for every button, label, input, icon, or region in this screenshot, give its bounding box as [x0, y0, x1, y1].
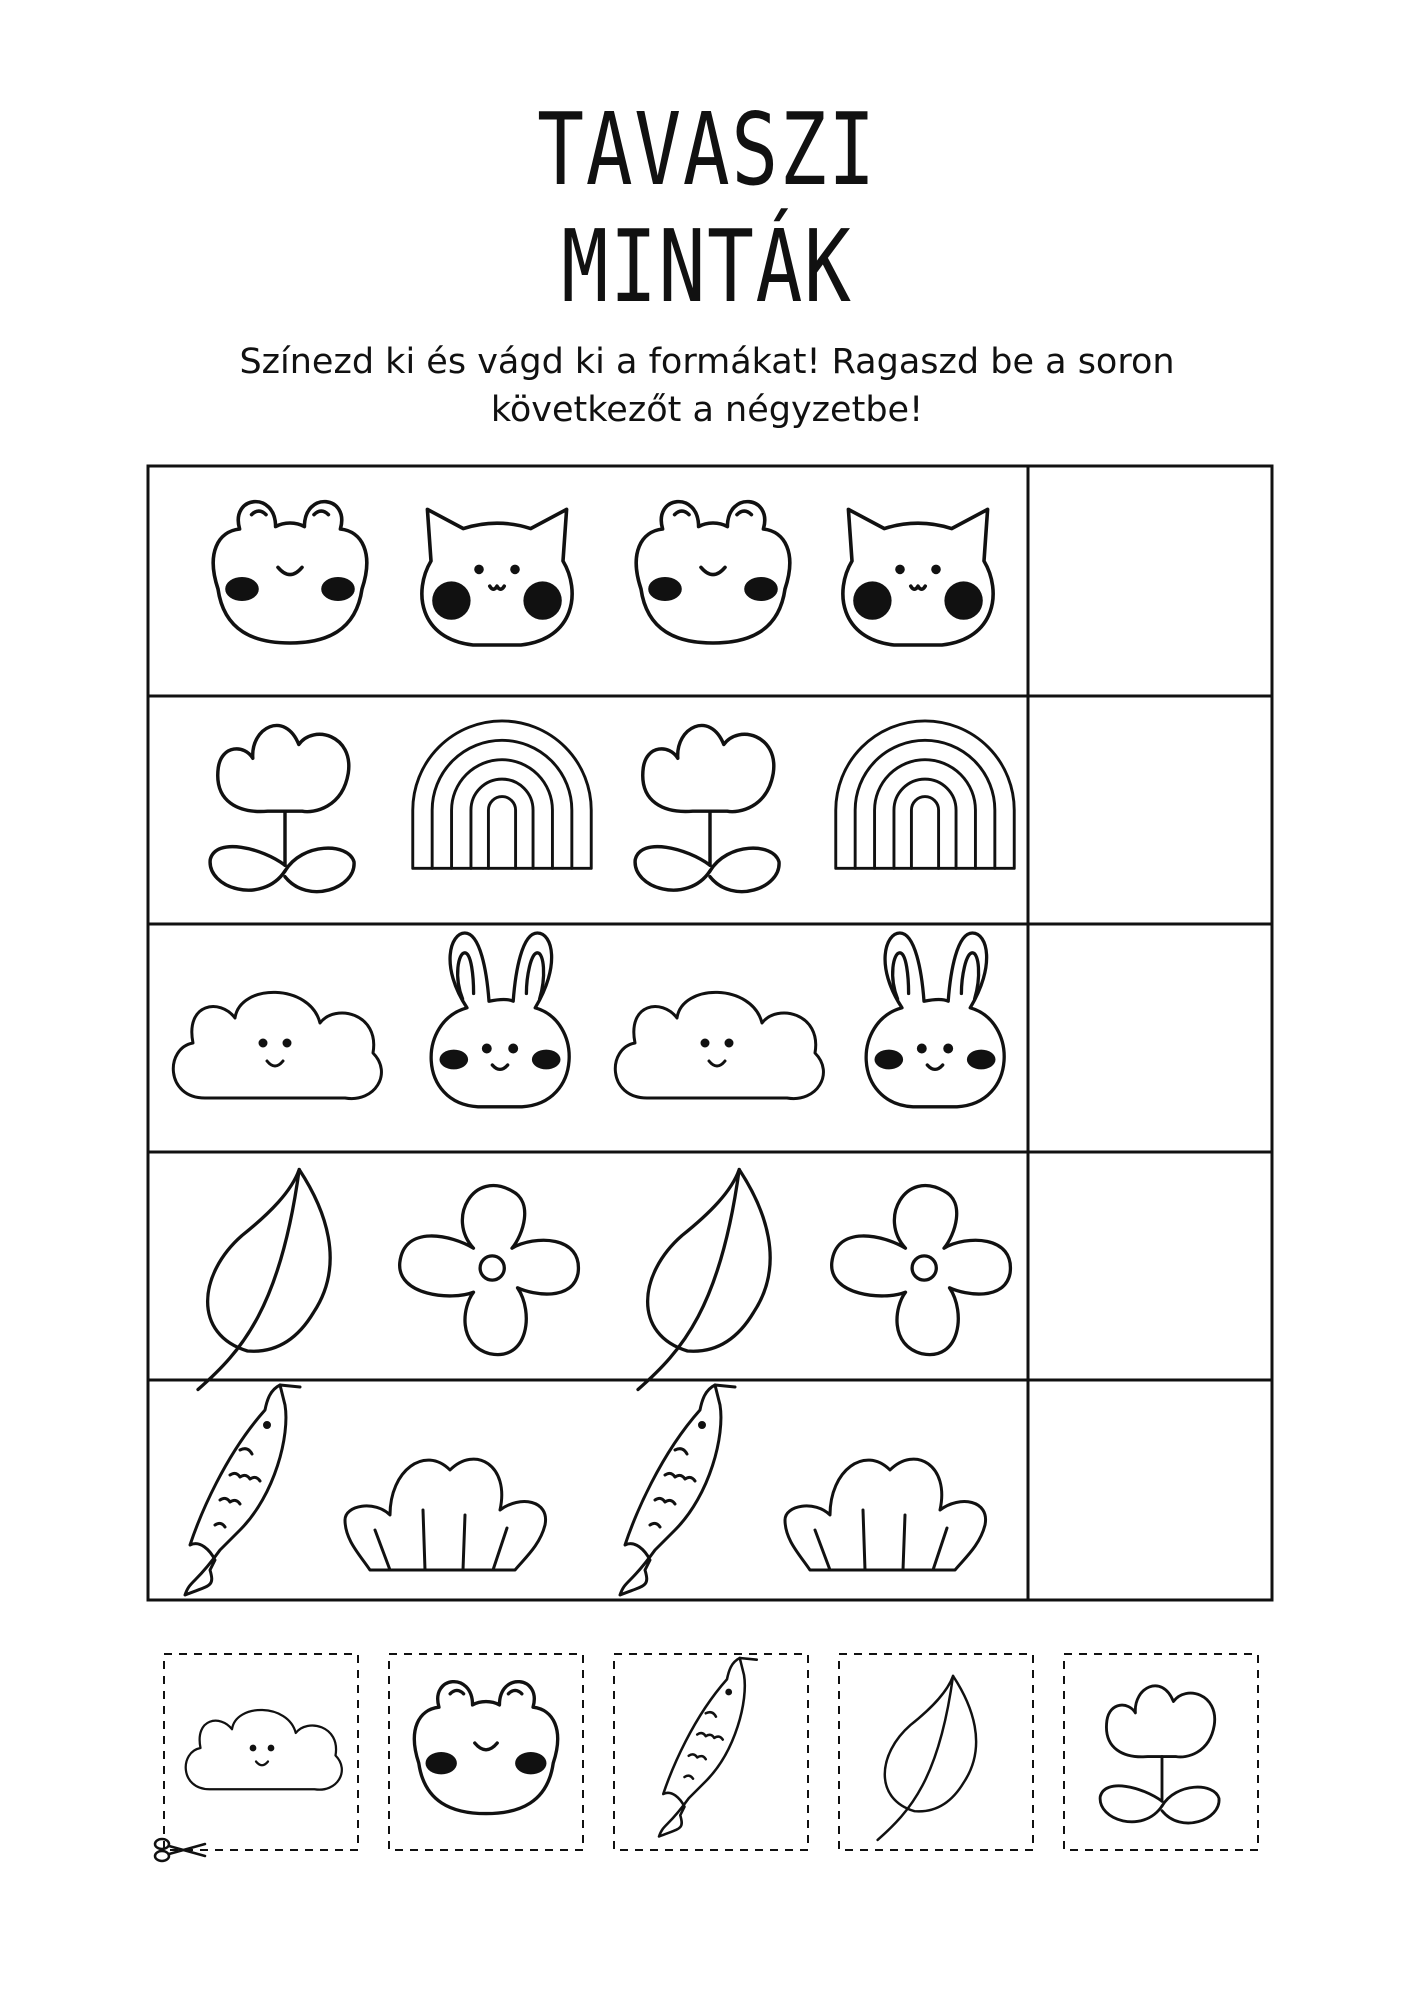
bunny-icon: [431, 933, 569, 1107]
scissors-icon: [155, 1839, 205, 1861]
cat-icon: [843, 509, 993, 645]
cloud-icon: [186, 1710, 342, 1790]
instruction-line1: Színezd ki és vágd ki a formákat! Ragaszd be a soron: [239, 342, 1175, 382]
flower-icon: [400, 1186, 579, 1355]
cloud-icon: [173, 992, 381, 1098]
frog-icon: [213, 502, 367, 643]
tulip-icon: [210, 725, 354, 891]
bush-icon: [345, 1459, 546, 1570]
answer-box-row2[interactable]: [1032, 700, 1268, 920]
cutout-box-2[interactable]: [389, 1654, 583, 1850]
leaf-icon: [198, 1170, 330, 1390]
worksheet-title-line1: TAVASZI: [537, 91, 877, 208]
flower-icon: [832, 1186, 1011, 1355]
worksheet-title-line2: MINTÁK: [561, 208, 853, 325]
frog-icon: [414, 1682, 557, 1814]
cat-icon: [422, 509, 572, 645]
fish-icon: [620, 1385, 735, 1595]
fish-icon: [185, 1385, 300, 1595]
bunny-icon: [866, 933, 1004, 1107]
cutout-box-3[interactable]: [614, 1654, 808, 1850]
rainbow-icon: [836, 721, 1014, 868]
pattern-grid: [148, 466, 1272, 1600]
answer-box-row4[interactable]: [1032, 1156, 1268, 1376]
rainbow-icon: [413, 721, 591, 868]
frog-icon: [636, 502, 790, 643]
cloud-icon: [615, 992, 823, 1098]
answer-box-row3[interactable]: [1032, 928, 1268, 1148]
answer-box-row5[interactable]: [1032, 1384, 1268, 1596]
instruction-line2: következőt a négyzetbe!: [490, 390, 924, 430]
tulip-icon: [635, 725, 779, 891]
bush-icon: [785, 1459, 986, 1570]
leaf-icon: [638, 1170, 770, 1390]
answer-box-row1[interactable]: [1032, 470, 1268, 692]
leaf-icon: [878, 1676, 977, 1840]
fish-icon: [659, 1658, 757, 1837]
cutout-box-5[interactable]: [1064, 1654, 1258, 1850]
tulip-icon: [1100, 1686, 1219, 1823]
